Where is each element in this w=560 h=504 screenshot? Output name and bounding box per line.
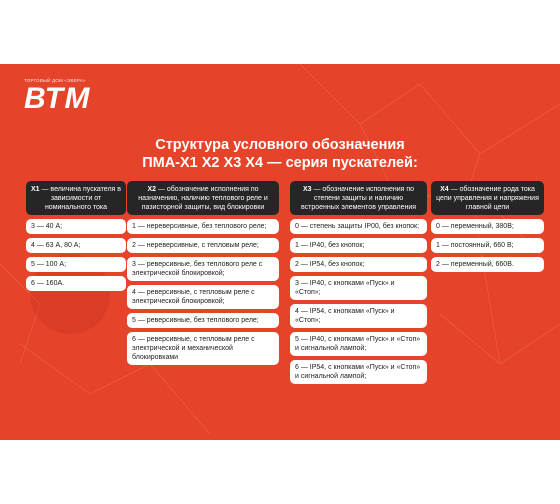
column-x3: [290, 181, 427, 384]
page-title-line1: Структура условного обозначения: [155, 137, 405, 153]
list-item: 0 — степень защиты IP00, без кнопок;: [290, 219, 427, 234]
column-x3-header: [290, 181, 427, 215]
column-key: X1: [30, 186, 40, 193]
column-description: — обозначение исполнения по назначению, наличию теплового реле и пазисторной защиты, вид блокировки: [138, 186, 268, 211]
list-item: 5 — реверсивные, без теплового реле;: [127, 313, 279, 328]
list-item: 2 — нереверсивные, с тепловым реле;: [127, 238, 279, 253]
list-item: 3 — реверсивные, без теплового реле с электрической блокировкой;: [127, 257, 279, 281]
column-x1-header: [26, 181, 126, 215]
column-key: X3: [302, 186, 312, 193]
column-description: — обозначение рода тока цепи управления и напряжения главной цепи: [436, 186, 539, 211]
list-item: 4 — IP54, с кнопками «Пуск» и «Стоп»;: [290, 304, 427, 328]
column-x1: [26, 181, 126, 291]
list-item: 3 — 40 А;: [26, 219, 126, 234]
list-item: 0 — переменный, 380В;: [431, 219, 544, 234]
banner: [0, 64, 560, 440]
list-item: 4 — реверсивные, с тепловым реле с электрической блокировкой;: [127, 285, 279, 309]
column-x2-header: [127, 181, 279, 215]
list-item: 2 — IP54, без кнопок;: [290, 257, 427, 272]
column-x4: [431, 181, 544, 272]
column-description: — величина пускателя в зависимости от номинального тока: [39, 186, 121, 211]
list-item: 6 — реверсивные, с тепловым реле с электрической и механической блокировками: [127, 332, 279, 365]
column-key: X2: [147, 186, 156, 193]
column-x4-header: [431, 181, 544, 215]
brand-tagline: ТОРГОВЫЙ ДОМ «ЭВЕРА»: [24, 78, 86, 83]
list-item: 6 — 160А.: [26, 276, 126, 291]
list-item: 5 — IP40, с кнопками «Пуск» и «Стоп» и сигнальной лампой;: [290, 332, 427, 356]
list-item: 1 — нереверсивные, без теплового реле;: [127, 219, 279, 234]
list-item: 2 — переменный, 660В.: [431, 257, 544, 272]
list-item: 1 — IP40, без кнопок;: [290, 238, 427, 253]
column-key: X4: [440, 186, 449, 193]
list-item: 4 — 63 А, 80 А;: [26, 238, 126, 253]
column-x2: [127, 181, 279, 365]
list-item: 1 — постоянный, 660 В;: [431, 238, 544, 253]
brand-logo: ВТМ: [24, 82, 91, 115]
list-item: 3 — IP40, с кнопками «Пуск» и «Стоп»;: [290, 276, 427, 300]
list-item: 6 — IP54, с кнопками «Пуск» и «Стоп» и сигнальной лампой;: [290, 360, 427, 384]
page-title-line2: ПМА-X1 X2 X3 X4 — серия пускателей:: [142, 155, 418, 171]
column-description: — обозначение исполнения по степени защиты и наличию встроенных элементов управления: [300, 186, 417, 211]
list-item: 5 — 100 А;: [26, 257, 126, 272]
